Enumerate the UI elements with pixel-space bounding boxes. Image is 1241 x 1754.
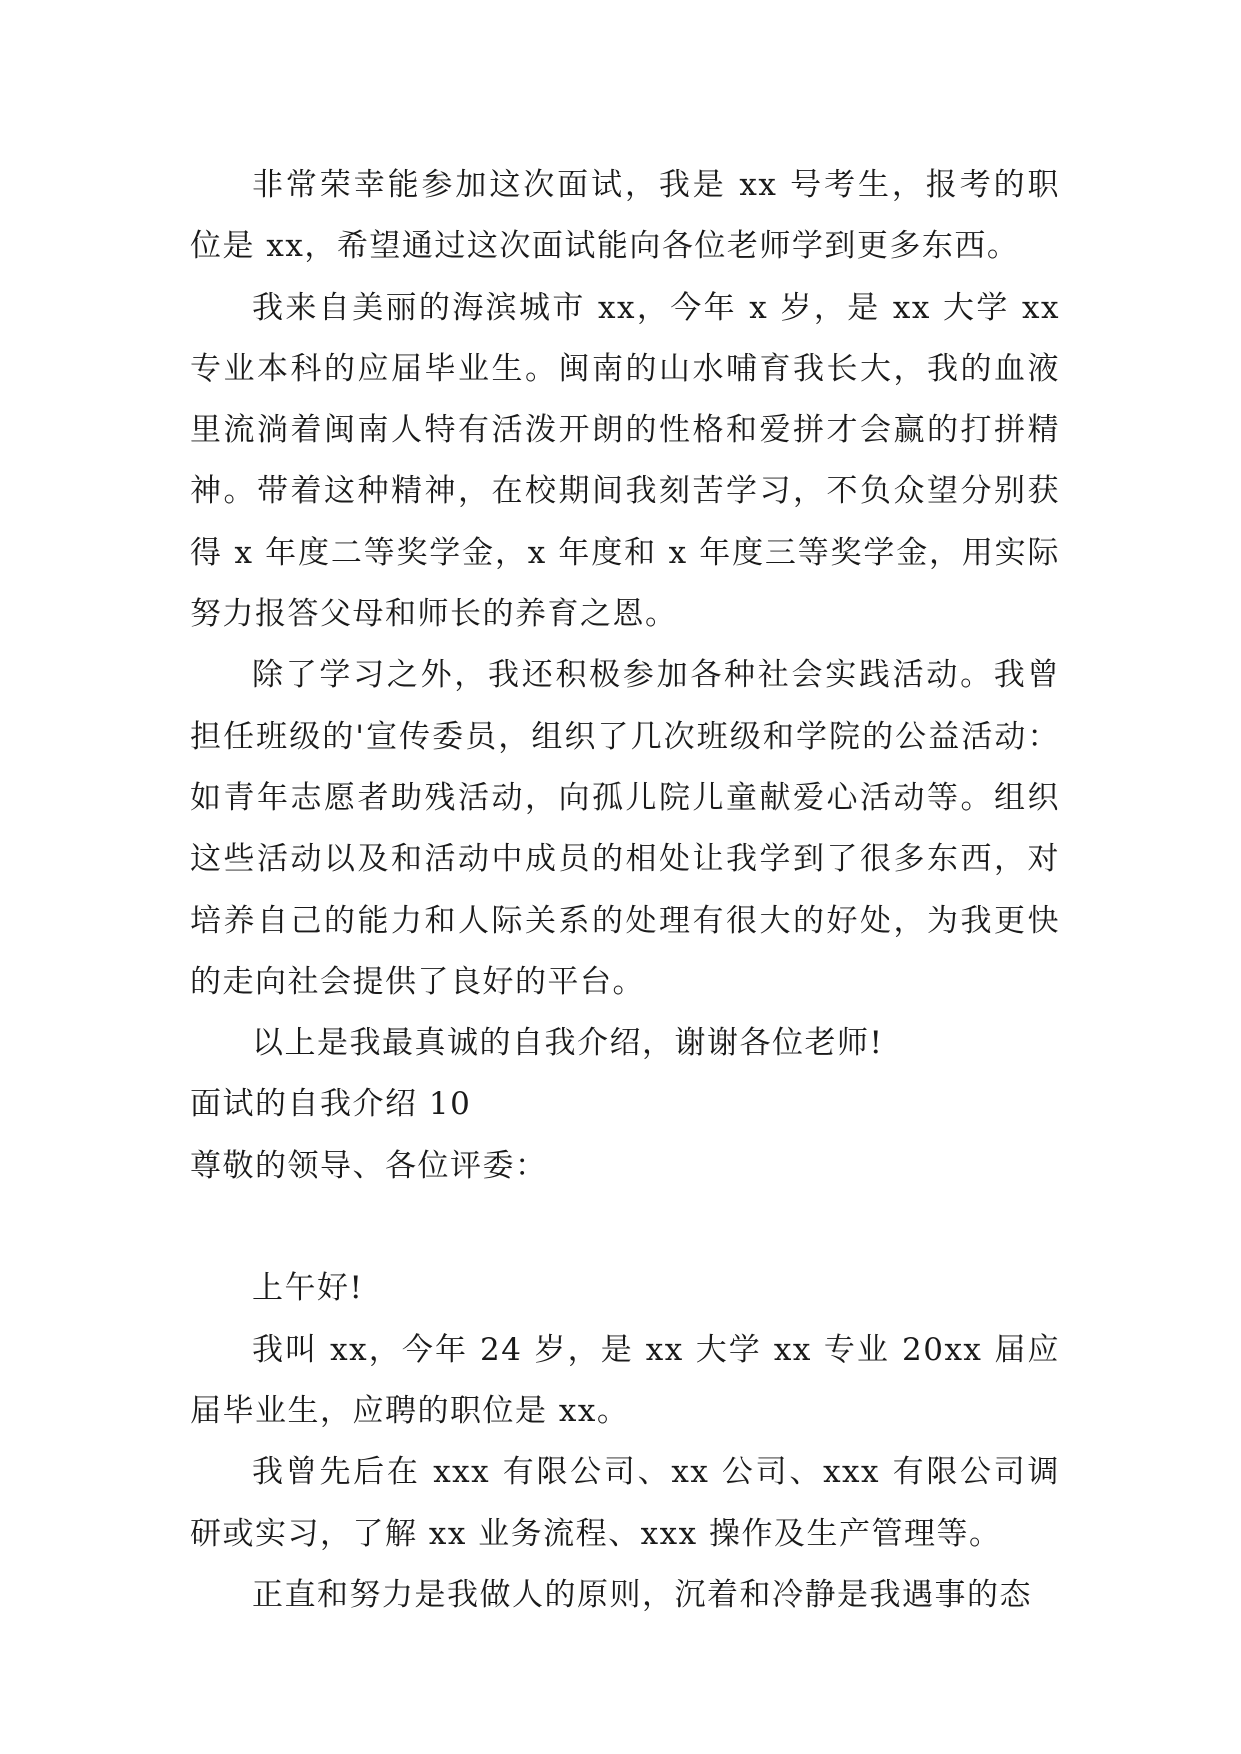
blank-line [190,1197,1060,1258]
document-body [190,155,1060,1626]
paragraph: 正直和努力是我做人的原则，沉着和冷静是我遇事的态 [252,1576,1032,1613]
paragraph: 上午好! [252,1270,364,1307]
paragraph: 非常荣幸能参加这次面试，我是 xx 号考生，报考的职位是 xx，希望通过这次面试能向各位老师学到更多东西。 [190,167,1060,265]
paragraph: 以上是我最真诚的自我介绍，谢谢各位老师! [252,1025,884,1062]
paragraph: 我来自美丽的海滨城市 xx，今年 x 岁，是 xx 大学 xx 专业本科的应届毕业生。闽南的山水哺育我长大，我的血液里流淌着闽南人特有活泼开朗的性格和爱拼才会赢的打拼精神。带着这种精神，在校期间我刻苦学习，不负众望分别获得 x 年度二等奖学金，x 年度和 x 年度三等奖学金，用实际努力报答父母和师长的养育之恩。 [190,289,1060,633]
paragraph: 我曾先后在 xxx 有限公司、xx 公司、xxx 有限公司调研或实习，了解 xx 业务流程、xxx 操作及生产管理等。 [190,1454,1060,1552]
section-title: 面试的自我介绍 10 [190,1086,472,1123]
salutation: 尊敬的领导、各位评委： [190,1147,548,1184]
paragraph: 我叫 xx，今年 24 岁，是 xx 大学 xx 专业 20xx 届应届毕业生，应聘的职位是 xx。 [190,1331,1060,1429]
paragraph: 除了学习之外，我还积极参加各种社会实践活动。我曾担任班级的'宣传委员，组织了几次班级和学院的公益活动：如青年志愿者助残活动，向孤儿院儿童献爱心活动等。组织这些活动以及和活动中成员的相处让我学到了很多东西，对培养自己的能力和人际关系的处理有很大的好处，为我更快的走向社会提供了良好的平台。 [190,657,1060,1000]
